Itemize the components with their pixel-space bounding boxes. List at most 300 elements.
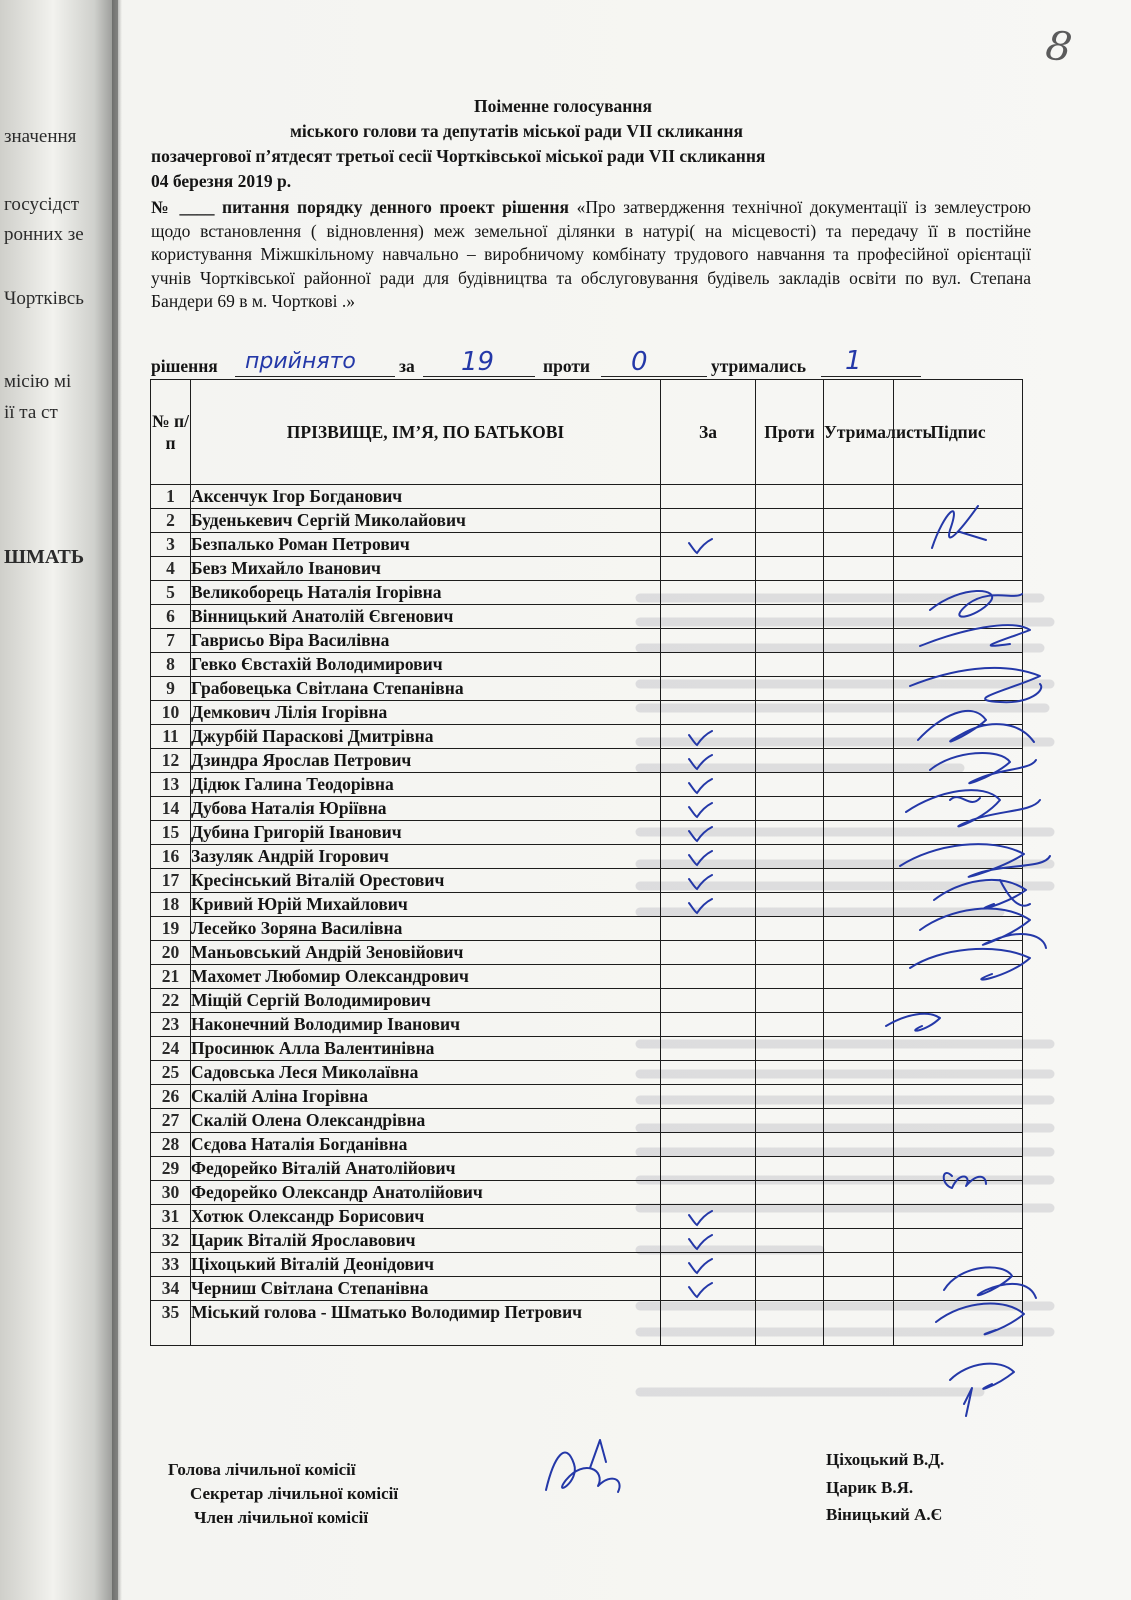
deputy-name: Сєдова Наталія Богданівна (191, 1133, 661, 1157)
signature-cell (894, 1181, 1023, 1205)
abstain-label: утримались (711, 356, 807, 376)
vote-for-cell (661, 821, 756, 845)
header-for: За (661, 380, 756, 485)
vote-for-cell (661, 1229, 756, 1253)
vote-for-cell (661, 773, 756, 797)
header-abstain: Утрималисть (824, 380, 894, 485)
vote-abstain-cell (824, 1109, 894, 1133)
vote-against-cell (756, 1253, 824, 1277)
deputy-name: Хотюк Олександр Борисович (191, 1205, 661, 1229)
table-row (151, 821, 1023, 845)
row-number: 17 (151, 869, 191, 893)
table-row (151, 1301, 1023, 1346)
signature-cell (894, 725, 1023, 749)
table-row (151, 893, 1023, 917)
vote-against-cell (756, 605, 824, 629)
vote-against-cell (756, 845, 824, 869)
table-row (151, 797, 1023, 821)
session-line: позачергової п’ятдесят третьої сесії Чортківської міської ради VII скликання (151, 146, 766, 166)
vote-for-cell (661, 989, 756, 1013)
vote-abstain-cell (824, 773, 894, 797)
row-number: 10 (151, 701, 191, 725)
vote-for-cell (661, 605, 756, 629)
vote-abstain-cell (824, 725, 894, 749)
deputy-name: Федорейко Віталій Анатолійович (191, 1157, 661, 1181)
row-number: 7 (151, 629, 191, 653)
vote-against-cell (756, 677, 824, 701)
vote-abstain-cell (824, 677, 894, 701)
signature-cell (894, 533, 1023, 557)
vote-abstain-cell (824, 557, 894, 581)
deputy-name: Махомет Любомир Олександрович (191, 965, 661, 989)
row-number: 6 (151, 605, 191, 629)
table-row (151, 1013, 1023, 1037)
row-number: 5 (151, 581, 191, 605)
signature-cell (894, 629, 1023, 653)
table-row (151, 629, 1023, 653)
checkmark-icon (687, 873, 713, 891)
vote-abstain-cell (824, 965, 894, 989)
vote-abstain-cell (824, 653, 894, 677)
vote-for-cell (661, 1061, 756, 1085)
signature-cell (894, 677, 1023, 701)
row-number: 9 (151, 677, 191, 701)
vote-for-cell (661, 749, 756, 773)
vote-against-cell (756, 773, 824, 797)
deputy-name: Царик Віталій Ярославович (191, 1229, 661, 1253)
table-row (151, 917, 1023, 941)
vote-against-cell (756, 1109, 824, 1133)
vote-for-cell (661, 1109, 756, 1133)
deputy-name: Безпалько Роман Петрович (191, 533, 661, 557)
signature-cell (894, 797, 1023, 821)
checkmark-icon (687, 1281, 713, 1299)
commission-secretary-label: Секретар лічильної комісії (190, 1484, 399, 1503)
vote-abstain-cell (824, 581, 894, 605)
vote-for-cell (661, 533, 756, 557)
signature-cell (894, 1277, 1023, 1301)
row-number: 33 (151, 1253, 191, 1277)
deputy-name: Міський голова - Шматько Володимир Петрович (191, 1301, 661, 1346)
row-number: 27 (151, 1109, 191, 1133)
vote-against-cell (756, 1277, 824, 1301)
deputy-name: Скалій Аліна Ігорівна (191, 1085, 661, 1109)
checkmark-icon (687, 849, 713, 867)
table-row (151, 1157, 1023, 1181)
table-row (151, 989, 1023, 1013)
checkmark-icon (687, 801, 713, 819)
row-number: 35 (151, 1301, 191, 1346)
vote-against-cell (756, 1205, 824, 1229)
vote-for-cell (661, 917, 756, 941)
vote-abstain-cell (824, 533, 894, 557)
header-against: Проти (756, 380, 824, 485)
signature-cell (894, 869, 1023, 893)
vote-result-line (151, 346, 1031, 380)
signature-cell (894, 1229, 1023, 1253)
signature-cell (894, 509, 1023, 533)
vote-for-cell (661, 509, 756, 533)
row-number: 14 (151, 797, 191, 821)
deputy-name: Демкович Лілія Ігорівна (191, 701, 661, 725)
vote-against-cell (756, 485, 824, 509)
deputy-name: Просинюк Алла Валентинівна (191, 1037, 661, 1061)
vote-for-cell (661, 893, 756, 917)
table-row (151, 677, 1023, 701)
vote-for-cell (661, 1205, 756, 1229)
signature-cell (894, 1253, 1023, 1277)
vote-against-cell (756, 893, 824, 917)
vote-for-cell (661, 797, 756, 821)
checkmark-icon (687, 537, 713, 555)
against-label: проти (543, 356, 591, 376)
vote-against-cell (756, 917, 824, 941)
deputy-name: Великоборець Наталія Ігорівна (191, 581, 661, 605)
vote-abstain-cell (824, 1037, 894, 1061)
table-row (151, 869, 1023, 893)
document-subtitle: міського голови та депутатів міської ради VII скликання (290, 121, 743, 141)
table-row (151, 485, 1023, 509)
checkmark-icon (687, 1257, 713, 1275)
margin-fragment: значення (4, 126, 77, 147)
signature-cell (894, 941, 1023, 965)
table-row (151, 533, 1023, 557)
signature-scribble (964, 1388, 972, 1416)
table-row (151, 605, 1023, 629)
deputy-name: Наконечний Володимир Іванович (191, 1013, 661, 1037)
vote-for-cell (661, 941, 756, 965)
vote-against-cell (756, 1037, 824, 1061)
row-number: 29 (151, 1157, 191, 1181)
table-row (151, 1037, 1023, 1061)
vote-against-cell (756, 1085, 824, 1109)
row-number: 20 (151, 941, 191, 965)
table-header-row (151, 380, 1023, 485)
vote-for-cell (661, 725, 756, 749)
header-name: ПРІЗВИЩЕ, ІМ’Я, ПО БАТЬКОВІ (191, 380, 661, 485)
checkmark-icon (687, 825, 713, 843)
vote-against-cell (756, 1013, 824, 1037)
vote-abstain-cell (824, 941, 894, 965)
deputy-name: Скалій Олена Олександрівна (191, 1109, 661, 1133)
signature-cell (894, 701, 1023, 725)
signature-cell (894, 749, 1023, 773)
deputy-name: Джурбій Параскові Дмитрівна (191, 725, 661, 749)
checkmark-icon (687, 777, 713, 795)
table-row (151, 845, 1023, 869)
vote-against-cell (756, 941, 824, 965)
signature-cell (894, 965, 1023, 989)
signature-cell (894, 1301, 1023, 1346)
row-number: 25 (151, 1061, 191, 1085)
abstain-underline (821, 356, 921, 377)
vote-abstain-cell (824, 509, 894, 533)
deputy-name: Дзиндра Ярослав Петрович (191, 749, 661, 773)
table-row (151, 701, 1023, 725)
commission-member-name: Віницький А.Є (826, 1505, 943, 1524)
table-row (151, 1109, 1023, 1133)
vote-abstain-cell (824, 1205, 894, 1229)
signature-cell (894, 917, 1023, 941)
signature-cell (894, 1109, 1023, 1133)
signature-cell (894, 773, 1023, 797)
signature-cell (894, 893, 1023, 917)
vote-abstain-cell (824, 1061, 894, 1085)
vote-against-cell (756, 581, 824, 605)
commission-chair-label: Голова лічильної комісії (168, 1460, 356, 1479)
row-number: 4 (151, 557, 191, 581)
vote-against-cell (756, 797, 824, 821)
vote-abstain-cell (824, 869, 894, 893)
row-number: 15 (151, 821, 191, 845)
signature-cell (894, 605, 1023, 629)
vote-abstain-cell (824, 605, 894, 629)
vote-for-cell (661, 1253, 756, 1277)
table-row (151, 965, 1023, 989)
deputy-name: Садовська Леся Миколаївна (191, 1061, 661, 1085)
row-number: 18 (151, 893, 191, 917)
row-number: 8 (151, 653, 191, 677)
commission-chair-name: Ціхоцький В.Д. (826, 1450, 945, 1469)
row-number: 24 (151, 1037, 191, 1061)
table-row (151, 1205, 1023, 1229)
vote-against-cell (756, 1061, 824, 1085)
deputy-name: Дідюк Галина Теодорівна (191, 773, 661, 797)
table-row (151, 581, 1023, 605)
vote-for-cell (661, 581, 756, 605)
vote-for-cell (661, 1181, 756, 1205)
row-number: 26 (151, 1085, 191, 1109)
deputy-name: Кресінський Віталій Орестович (191, 869, 661, 893)
deputy-name: Зазуляк Андрій Ігорович (191, 845, 661, 869)
document-title: Поіменне голосування (474, 96, 652, 116)
signature-cell (894, 1133, 1023, 1157)
vote-for-cell (661, 1301, 756, 1346)
row-number: 23 (151, 1013, 191, 1037)
vote-against-cell (756, 821, 824, 845)
row-number: 28 (151, 1133, 191, 1157)
signature-cell (894, 653, 1023, 677)
vote-against-cell (756, 629, 824, 653)
deputy-name: Аксенчук Ігор Богданович (191, 485, 661, 509)
vote-for-cell (661, 1157, 756, 1181)
vote-abstain-cell (824, 1013, 894, 1037)
margin-fragment: місію мі (4, 371, 72, 392)
signature-cell (894, 1157, 1023, 1181)
vote-abstain-cell (824, 797, 894, 821)
table-row (151, 749, 1023, 773)
table-row (151, 653, 1023, 677)
margin-fragment: Чортківсь (4, 288, 84, 309)
header-number: № п/п (151, 380, 191, 485)
table-row (151, 773, 1023, 797)
draft-decision-title: «Про затвердження технічної документації із землеустрою щодо встановлення ( відновлення) меж земельної ділянки в натурі( на місцевості) та передачу її в постійне користування Міжшкільному навчально – виробничому комбінату трудового навчання та професійної орієнтації учнів Чортківської районної ради для будівництва та обслуговування будівель закладів освіти по вул. Степана Бандери 69 в м. Чорткові .» (151, 197, 1031, 311)
deputy-name: Гевко Євстахій Володимирович (191, 653, 661, 677)
vote-for-cell (661, 701, 756, 725)
vote-for-cell (661, 1037, 756, 1061)
signature-scribble (950, 1364, 1014, 1389)
vote-abstain-cell (824, 1133, 894, 1157)
row-number: 21 (151, 965, 191, 989)
row-number: 30 (151, 1181, 191, 1205)
deputy-name: Федорейко Олександр Анатолійович (191, 1181, 661, 1205)
checkmark-icon (687, 1233, 713, 1251)
agenda-question (151, 196, 1031, 314)
checkmark-icon (687, 897, 713, 915)
signature-cell (894, 557, 1023, 581)
for-value: 19 (461, 347, 495, 377)
agenda-item-label: № ____ питання порядку денного проект рішення (151, 197, 569, 217)
deputy-name: Вінницький Анатолій Євгенович (191, 605, 661, 629)
vote-against-cell (756, 1181, 824, 1205)
margin-fragment: ронних зе (4, 224, 84, 245)
row-number: 1 (151, 485, 191, 509)
checkmark-icon (687, 1209, 713, 1227)
vote-for-cell (661, 869, 756, 893)
abstain-value: 1 (845, 346, 862, 376)
vote-for-cell (661, 557, 756, 581)
vote-for-cell (661, 629, 756, 653)
deputy-name: Дубова Наталія Юріївна (191, 797, 661, 821)
checkmark-icon (687, 753, 713, 771)
deputy-name: Гаврисьо Віра Василівна (191, 629, 661, 653)
binding-shadow (112, 0, 122, 1600)
decision-value: прийнято (245, 349, 356, 374)
decision-underline (235, 356, 395, 377)
deputy-name: Лесейко Зоряна Василівна (191, 917, 661, 941)
deputy-name: Міщій Сергій Володимирович (191, 989, 661, 1013)
table-row (151, 1181, 1023, 1205)
deputy-name: Грабовецька Світлана Степанівна (191, 677, 661, 701)
table-row (151, 1085, 1023, 1109)
vote-abstain-cell (824, 1157, 894, 1181)
row-number: 12 (151, 749, 191, 773)
commission-secretary-name: Царик В.Я. (826, 1478, 914, 1497)
table-row (151, 1229, 1023, 1253)
document-date: 04 березня 2019 р. (151, 171, 292, 191)
vote-abstain-cell (824, 1181, 894, 1205)
vote-abstain-cell (824, 989, 894, 1013)
vote-abstain-cell (824, 1301, 894, 1346)
vote-abstain-cell (824, 1229, 894, 1253)
deputy-name: Маньовський Андрій Зеновійович (191, 941, 661, 965)
margin-fragment: ії та ст (4, 402, 58, 423)
vote-for-cell (661, 1133, 756, 1157)
vote-for-cell (661, 845, 756, 869)
signature-cell (894, 1061, 1023, 1085)
signature-cell (894, 821, 1023, 845)
vote-for-cell (661, 677, 756, 701)
signature-cell (894, 485, 1023, 509)
table-row (151, 1253, 1023, 1277)
against-underline (601, 356, 707, 377)
row-number: 13 (151, 773, 191, 797)
row-number: 22 (151, 989, 191, 1013)
vote-abstain-cell (824, 749, 894, 773)
vote-against-cell (756, 1301, 824, 1346)
vote-abstain-cell (824, 845, 894, 869)
deputy-name: Ціхоцький Віталій Деонідович (191, 1253, 661, 1277)
vote-for-cell (661, 1277, 756, 1301)
row-number: 31 (151, 1205, 191, 1229)
table-row (151, 557, 1023, 581)
vote-for-cell (661, 965, 756, 989)
margin-fragment: госусідст (4, 194, 80, 215)
vote-for-cell (661, 1013, 756, 1037)
signature-cell (894, 1085, 1023, 1109)
vote-abstain-cell (824, 893, 894, 917)
vote-against-cell (756, 533, 824, 557)
signature-scribble (546, 1440, 620, 1492)
row-number: 19 (151, 917, 191, 941)
against-value: 0 (631, 347, 648, 377)
vote-against-cell (756, 869, 824, 893)
vote-against-cell (756, 1157, 824, 1181)
row-number: 3 (151, 533, 191, 557)
vote-against-cell (756, 509, 824, 533)
vote-against-cell (756, 965, 824, 989)
signature-cell (894, 1013, 1023, 1037)
vote-against-cell (756, 989, 824, 1013)
vote-abstain-cell (824, 629, 894, 653)
signature-cell (894, 989, 1023, 1013)
vote-abstain-cell (824, 701, 894, 725)
table-row (151, 1277, 1023, 1301)
row-number: 16 (151, 845, 191, 869)
vote-for-cell (661, 1085, 756, 1109)
for-label: за (399, 356, 415, 376)
vote-abstain-cell (824, 1253, 894, 1277)
row-number: 32 (151, 1229, 191, 1253)
row-number: 2 (151, 509, 191, 533)
for-underline (423, 356, 535, 377)
vote-against-cell (756, 701, 824, 725)
vote-abstain-cell (824, 917, 894, 941)
vote-against-cell (756, 653, 824, 677)
table-row (151, 1133, 1023, 1157)
deputy-name: Дубина Григорій Іванович (191, 821, 661, 845)
vote-abstain-cell (824, 1277, 894, 1301)
signature-cell (894, 1037, 1023, 1061)
page-number: 8 (1042, 22, 1075, 72)
deputy-name: Черниш Світлана Степанівна (191, 1277, 661, 1301)
signature-cell (894, 1205, 1023, 1229)
vote-against-cell (756, 557, 824, 581)
table-row (151, 725, 1023, 749)
vote-against-cell (756, 1133, 824, 1157)
vote-for-cell (661, 485, 756, 509)
table-row (151, 941, 1023, 965)
vote-abstain-cell (824, 821, 894, 845)
deputy-name: Бевз Михайло Іванович (191, 557, 661, 581)
vote-abstain-cell (824, 485, 894, 509)
table-row (151, 509, 1023, 533)
vote-against-cell (756, 725, 824, 749)
deputy-name: Буденькевич Сергій Миколайович (191, 509, 661, 533)
deputy-name: Кривий Юрій Михайлович (191, 893, 661, 917)
commission-member-label: Член лічильної комісії (194, 1508, 369, 1527)
vote-against-cell (756, 1229, 824, 1253)
roll-call-table (150, 379, 1023, 1346)
margin-fragment: ШМАТЬ (4, 546, 85, 568)
vote-for-cell (661, 653, 756, 677)
table-row (151, 1061, 1023, 1085)
signature-cell (894, 581, 1023, 605)
checkmark-icon (687, 729, 713, 747)
decision-label: рішення (151, 356, 218, 376)
signature-cell (894, 845, 1023, 869)
vote-abstain-cell (824, 1085, 894, 1109)
